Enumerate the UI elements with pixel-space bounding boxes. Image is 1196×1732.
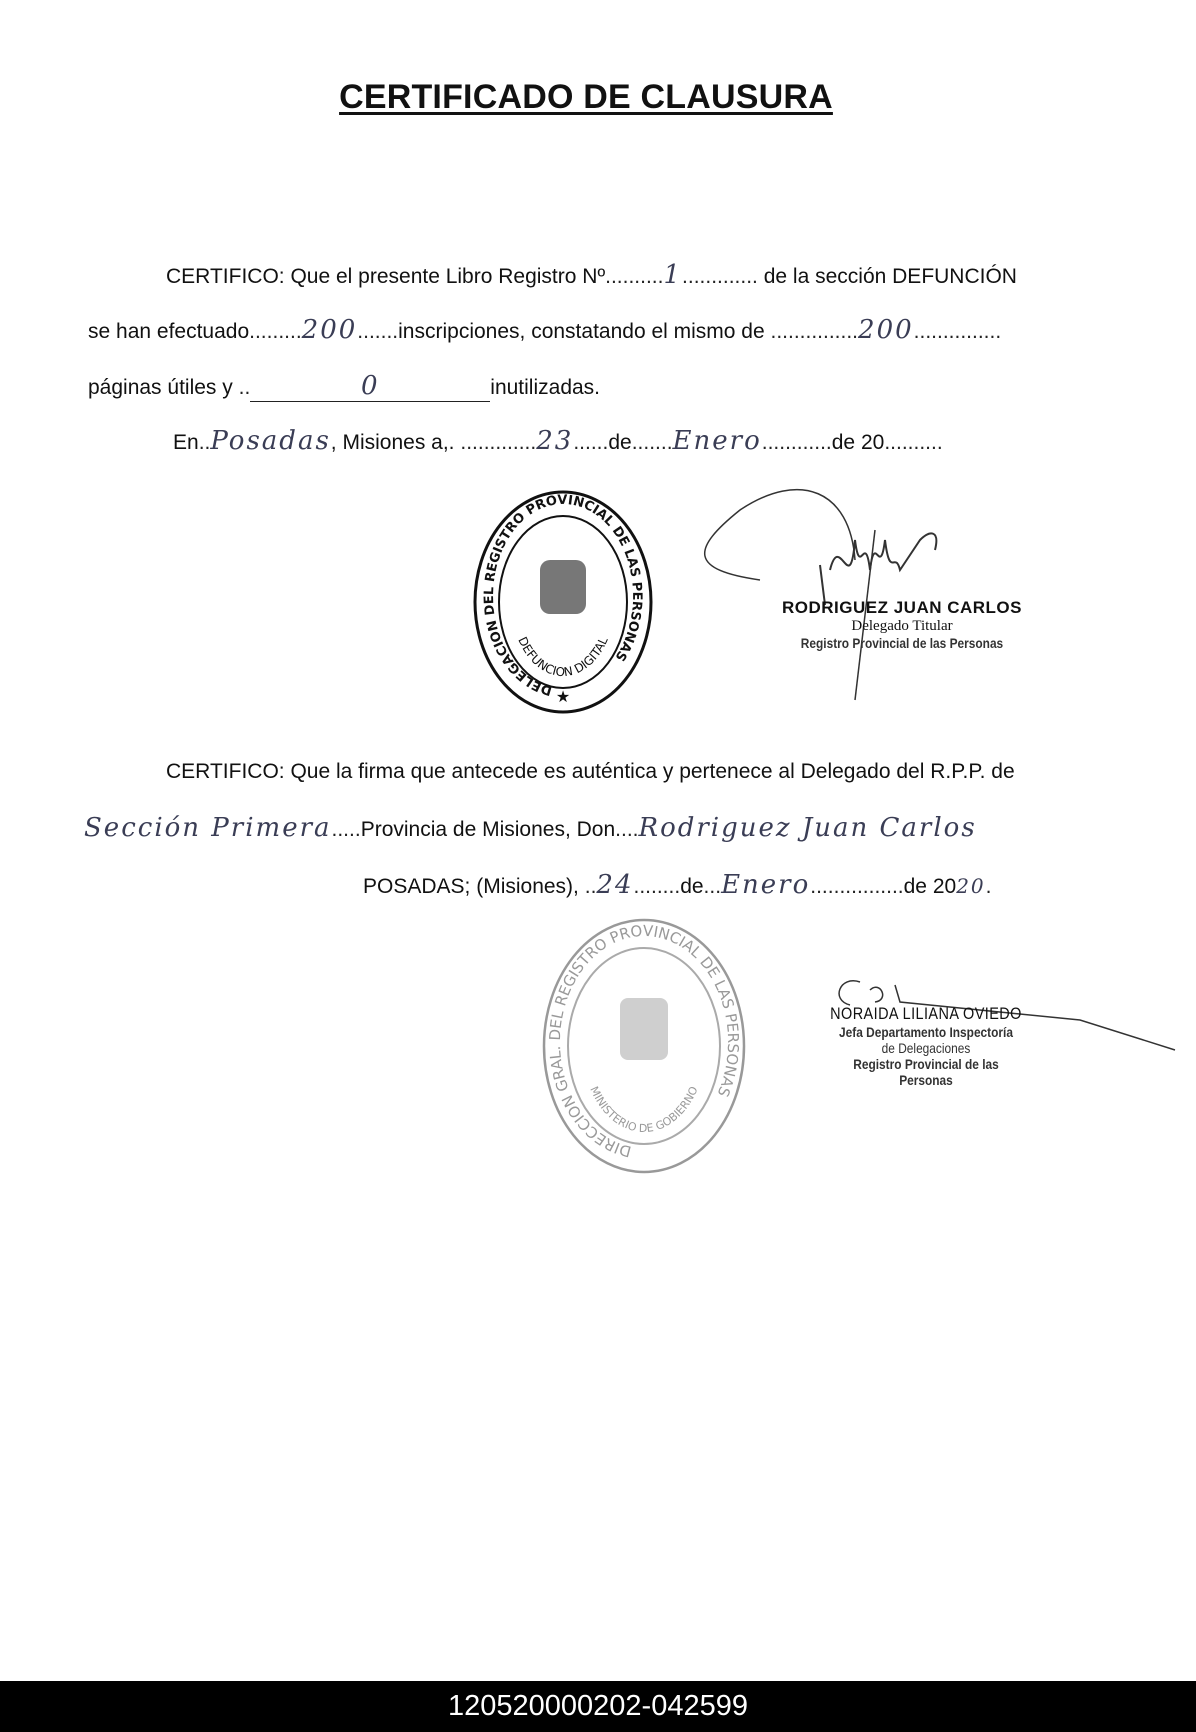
coat-of-arms-icon (620, 998, 668, 1060)
don-name: Rodriguez Juan Carlos (638, 813, 977, 843)
cert2-line2: Sección Primera.....Provincia de Misiones, Don....Rodriguez Juan Carlos (84, 813, 977, 843)
cert2-line3: POSADAS; (Misiones), ..24........de...Enero................de 2020. (363, 870, 992, 900)
dia2: 24 (596, 870, 634, 900)
coat-of-arms-icon (540, 560, 586, 614)
lugar: Posadas (210, 426, 331, 456)
signer2-block: NORAIDA LILIANA OVIEDO Jefa Departamento Inspectoría de Delegaciones Registro Provincial de las Personas (830, 1004, 1022, 1088)
signer1-block: RODRIGUEZ JUAN CARLOS Delegado Titular Registro Provincial de las Personas (781, 598, 1022, 651)
stamp2-ring-text: DIRECCION GRAL. DEL REGISTRO PROVINCIAL DE LAS PERSONAS (545, 921, 743, 1161)
cert1-line2: se han efectuado.........200.......inscripciones, constatando el mismo de ...............200............... (88, 315, 1002, 345)
signature-rodriguez (680, 470, 1040, 710)
seccion: Sección Primera (84, 813, 332, 843)
stamp2-inner-text: MINISTERIO DE GOBIERNO (587, 1084, 701, 1136)
registry-seal-stamp (470, 488, 656, 716)
document-title: CERTIFICADO DE CLAUSURA (339, 78, 833, 116)
cert1-line3: páginas útiles y .. 0 inutilizadas. (88, 371, 601, 401)
inscripciones-count: 200 (301, 315, 358, 345)
cert1-line1: CERTIFICO: Que el presente Libro Registro Nº..........1............. de la sección DEFUNCIÓN (166, 260, 1017, 290)
star-icon: ★ (555, 689, 571, 706)
document-barcode-number: 120520000202-042599 (0, 1681, 1196, 1732)
paginas-count: 200 (858, 315, 914, 345)
anio2: 20 (956, 874, 986, 898)
mes2: Enero (721, 870, 811, 900)
stamp1-inner-text: DEFUNCION DIGITAL (515, 634, 611, 680)
dia: 23 (536, 426, 574, 456)
cert2-line1: CERTIFICO: Que la firma que antecede es auténtica y pertenece al Delegado del R.P.P. de (166, 760, 1015, 783)
cert1-line4: En..Posadas, Misiones a,. .............23......de.......Enero............de 20.......... (173, 426, 943, 456)
ministry-seal-stamp (540, 916, 748, 1176)
stamp1-ring-text: DELEGACION DEL REGISTRO PROVINCIAL DE LAS PERSONAS (481, 492, 645, 698)
inutilizadas-count: 0 (361, 371, 380, 401)
mes: Enero (672, 426, 762, 456)
libro-number: 1 (663, 260, 683, 290)
svg-text:MINISTERIO DE GOBIERNO (587, 1084, 700, 1135)
